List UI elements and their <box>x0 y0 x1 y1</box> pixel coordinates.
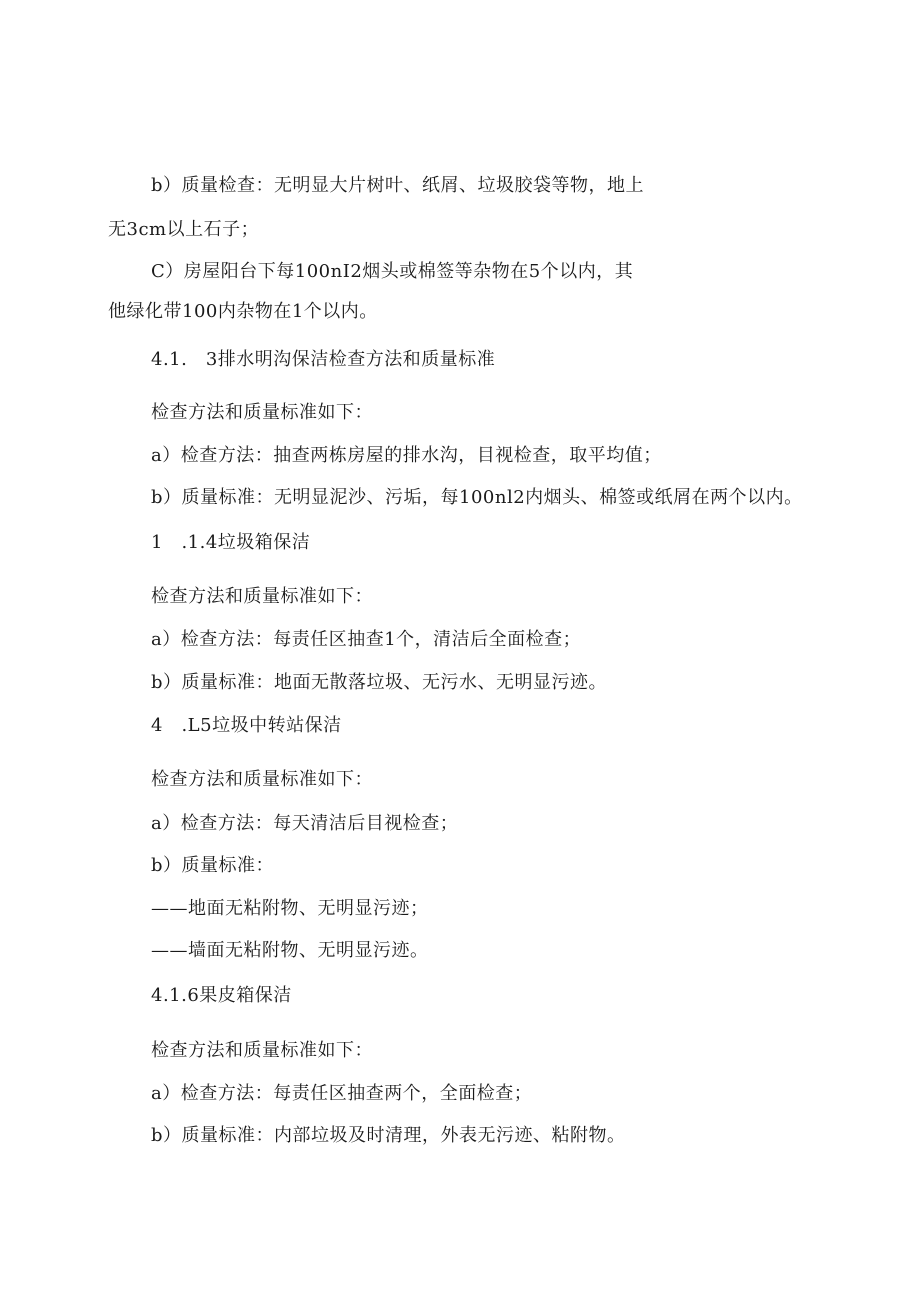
item-b-4-1-3: b）质量标准：无明显泥沙、污垢，每100nl2内烟头、棉签或纸屑在两个以内。 <box>151 487 803 508</box>
item-c-balcony: C）房屋阳台下每100nI2烟头或棉签等杂物在5个以内，其 <box>151 261 634 282</box>
item-b-4-1-6: b）质量标准：内部垃圾及时清理，外表无污迹、粘附物。 <box>151 1125 626 1146</box>
item-b-quality-check-cont: 无3cm以上石子； <box>108 219 260 240</box>
intro-4-1-5: 检查方法和质量标准如下： <box>151 769 373 790</box>
section-4-1-6-heading: 4.1.6果皮箱保洁 <box>151 985 292 1006</box>
dash-item-ground: ——地面无粘附物、无明显污迹； <box>151 898 429 919</box>
section-4-1-4-heading: 1 .1.4垃圾箱保洁 <box>151 532 311 553</box>
intro-4-1-6: 检查方法和质量标准如下： <box>151 1040 373 1061</box>
item-b-quality-check: b）质量检查：无明显大片树叶、纸屑、垃圾胶袋等物，地上 <box>151 175 645 196</box>
intro-4-1-3: 检查方法和质量标准如下： <box>151 402 373 423</box>
item-c-balcony-cont: 他绿化带100内杂物在1个以内。 <box>108 301 378 322</box>
intro-4-1-4: 检查方法和质量标准如下： <box>151 586 373 607</box>
section-4-1-3-heading: 4.1. 3排水明沟保洁检查方法和质量标准 <box>151 349 496 370</box>
item-a-4-1-4: a）检查方法：每责任区抽查1个，清洁后全面检查； <box>151 629 582 650</box>
section-4-1-5-heading: 4 .L5垃圾中转站保洁 <box>151 715 342 736</box>
dash-item-wall: ——墙面无粘附物、无明显污迹。 <box>151 940 429 961</box>
item-b-4-1-4: b）质量标准：地面无散落垃圾、无污水、无明显污迹。 <box>151 672 608 693</box>
item-a-4-1-3: a）检查方法：抽查两栋房屋的排水沟，目视检查，取平均值； <box>151 445 662 466</box>
item-a-4-1-6: a）检查方法：每责任区抽查两个，全面检查； <box>151 1083 533 1104</box>
item-a-4-1-5: a）检查方法：每天清洁后目视检查； <box>151 813 459 834</box>
item-b-4-1-5: b）质量标准： <box>151 855 275 876</box>
